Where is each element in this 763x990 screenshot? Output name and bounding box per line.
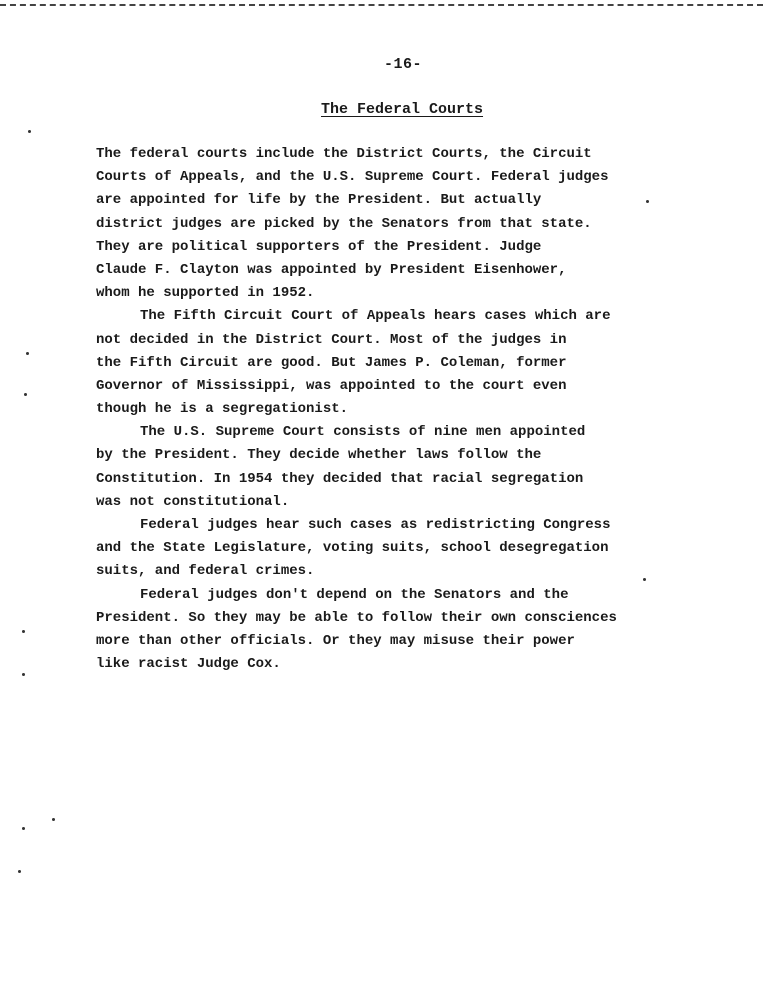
text-line: The Fifth Circuit Court of Appeals hears cases which are: [140, 308, 611, 325]
text-line: President. So they may be able to follow their own consciences: [96, 609, 617, 626]
text-line: though he is a segregationist.: [96, 401, 349, 418]
text-line: Federal judges don't depend on the Senators and the: [140, 586, 569, 603]
text-line: Claude F. Clayton was appointed by President Eisenhower,: [96, 261, 567, 278]
text-line: was not constitutional.: [96, 493, 290, 510]
paragraph-5: [96, 584, 686, 677]
text-line: The U.S. Supreme Court consists of nine men appointed: [140, 424, 586, 441]
page-number: -16-: [384, 56, 423, 73]
text-line: whom he supported in 1952.: [96, 285, 315, 302]
text-line: and the State Legislature, voting suits, school desegregation: [96, 540, 609, 557]
scan-speck: [22, 827, 25, 830]
document-body: [96, 143, 686, 676]
paragraph-3: [96, 421, 686, 514]
text-line: not decided in the District Court. Most of the judges in: [96, 331, 567, 348]
text-line: more than other officials. Or they may misuse their power: [96, 632, 575, 649]
scan-speck: [646, 200, 649, 203]
text-line: by the President. They decide whether laws follow the: [96, 447, 542, 464]
text-line: They are political supporters of the President. Judge: [96, 238, 542, 255]
scan-speck: [22, 630, 25, 633]
text-line: district judges are picked by the Senators from that state.: [96, 215, 592, 232]
scan-speck: [26, 352, 29, 355]
text-line: Federal judges hear such cases as redistricting Congress: [140, 517, 611, 533]
scan-speck: [22, 673, 25, 676]
text-line: like racist Judge Cox.: [96, 656, 281, 673]
text-line: Governor of Mississippi, was appointed to the court even: [96, 377, 567, 394]
text-line: suits, and federal crimes.: [96, 563, 315, 580]
paragraph-4: [96, 514, 686, 584]
text-line: Constitution. In 1954 they decided that racial segregation: [96, 470, 584, 487]
scan-speck: [28, 130, 31, 133]
paragraph-1: [96, 143, 686, 305]
scan-speck: [52, 818, 55, 821]
scan-speck: [643, 578, 646, 581]
scan-speck: [24, 393, 27, 396]
page-top-edge: [0, 4, 763, 6]
page-title: The Federal Courts: [321, 101, 484, 118]
paragraph-2: [96, 305, 686, 421]
text-line: are appointed for life by the President. But actually: [96, 192, 542, 209]
scan-speck: [18, 870, 21, 873]
text-line: Courts of Appeals, and the U.S. Supreme Court. Federal judges: [96, 169, 609, 186]
text-line: The federal courts include the District Courts, the Circuit: [96, 146, 592, 162]
text-line: the Fifth Circuit are good. But James P. Coleman, former: [96, 354, 567, 371]
